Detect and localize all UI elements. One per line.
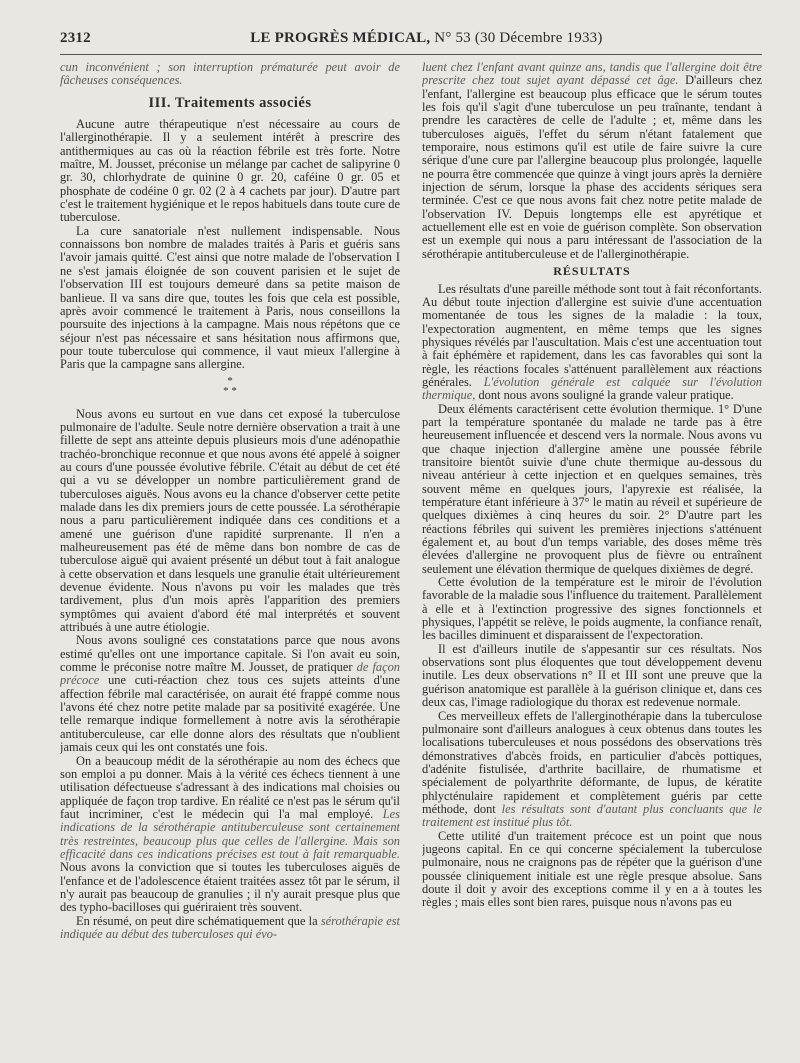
text-run: une cuti-réaction chez tous ces sujets atteints d'une affection fébrile mal caractérisée, on aurait été frappé comme nous l'avons été chez notre petite malade par sa positivité exagérée. Une telle remarque indique formellement à notre avis la sérothérapie antituberculeuse, car elle donne alors des résultats que n'oublient jamais ceux qui les ont constatés une fois. [60, 673, 400, 755]
paragraph [60, 755, 400, 915]
text-run: dont nous avons souligné la grande valeur pratique. [475, 388, 734, 403]
paragraph [422, 283, 762, 403]
paragraph: cun inconvénient ; son interruption prématurée peut avoir de fâcheuses conséquences. [60, 61, 400, 88]
italic-run: de façon précoce [60, 660, 400, 688]
text-run: Nous avons la conviction que si toutes les tuberculoses aiguës de l'enfance et de l'adolescence étaient traitées assez tôt par le sérum, il n'y aurait pas beaucoup de granulies ; il n'y aurait presque plus que des typho-bacilloses qui guériraient très souvent. [60, 860, 400, 915]
paragraph: Aucune autre thérapeutique n'est nécessaire au cours de l'allerginothérapie. Il y a seulement intérêt à prescrire des antithermiques au cas où la réaction fébrile est très forte. Notre maître, M. Jousset, préconise un mélange par cachet de salipyrine 0 gr. 30, chlorhydrate de quinine 0 gr. 20, caféine 0 gr. 05 et phosphate de codéine 0 gr. 02 (2 à 4 cachets par jour). D'autre part c'est le traitement hygiénique et le repos habituels dans toute cure de tuberculose. [60, 117, 400, 225]
header-rule [60, 54, 762, 55]
section-separator-asterisks: * * * [223, 374, 237, 397]
right-column [422, 61, 762, 1057]
paragraph [60, 915, 400, 942]
page-number: 2312 [60, 30, 91, 46]
paragraph: Il est d'ailleurs inutile de s'appesantir sur ces résultats. Nos observations sont plus éloquentes que tout développement devenu inutile. Les deux observations n° II et III sont une preuve que la guérison anatomique est parallèle à la guérison clinique et, dans ces deux cas, l'image radiologique du thorax est redevenue normale. [422, 641, 762, 710]
text-run: En résumé, on peut dire schématiquement que la [76, 913, 321, 928]
issue-info: N° 53 (30 Décembre 1933) [434, 30, 603, 46]
italic-run: Les indications de la sérothérapie antituberculeuse sont certainement très restreintes, beaucoup plus que celles de l'allergine. Mais son efficacité dans ces indications précises est tout à fait remarquable. [60, 806, 400, 861]
text-run: Nous avons souligné ces constatations parce que nous avons estimé qu'elles ont une importance capitale. Si l'on avait eu soin, comme le préconise notre maître M. Jousset, de pratiquer [60, 633, 400, 675]
italic-run: L'évolution générale est calquée sur l'évolution thermique, [422, 374, 762, 403]
results-heading: RÉSULTATS [553, 264, 631, 279]
left-column [60, 61, 400, 1057]
italic-run: sérothérapie est indiquée au début des tuberculoses qui évo- [60, 913, 400, 941]
italic-run: les résultats sont d'autant plus concluants que le traitement est institué plus tôt. [422, 801, 762, 830]
journal-name: LE PROGRÈS MÉDICAL [250, 30, 427, 46]
paragraph: Nous avons eu surtout en vue dans cet exposé la tuberculose pulmonaire de l'adulte. Seule notre dernière observation a trait à une fillette de sept ans atteinte depuis plusieurs mois d'une adénopathie trachéo-bronchique reconnue et que nous avons été appelé à soigner au cours d'une poussée évolutive fébrile. C'était au début de cet été qui a vu se développer un nombre particulièrement grand de tuberculoses aiguës. Nous avons eu la chance d'observer cette petite malade dans les dix premiers jours de cette poussée. La sérothérapie nous a paru particulièrement indiquée dans ces conditions et a amené une guérison d'une rapidité surprenante. Il n'en a malheureusement pas été de même dans bon nombre de cas de tuberculose aiguë qui avaient présenté un début tout à fait analogue à cette observation et dans lesquels une granulie était ultérieurement devenue évidente. Nous n'avons pu voir les malades que très tardivement, plus d'un mois après l'apparition des premiers symptômes qui avaient d'abord été mal interprétés et souvent attribués à une autre étiologie. [60, 406, 400, 635]
paragraph [422, 61, 762, 261]
text-columns [60, 61, 762, 1057]
text-run: Ces merveilleux effets de l'allerginothérapie dans la tuberculose pulmonaire sont d'ailleurs analogues à ceux obtenus dans toutes les localisations tuberculeuses et nous possédons des observations très démonstratives d'abcès froids, en particulier d'abcès pottiques, d'adénite fistulisée, d'arthrite bacillaire, de rhumatisme et spécialement de polyarthrite déformante, de lupus, de kératite phlycténulaire rapidement et complètement guéris par cette méthode, dont [422, 708, 762, 816]
paragraph: Cette utilité d'un traitement précoce est un point que nous jugeons capital. En ce qui concerne spécialement la tuberculose pulmonaire, nous ne craignons pas de répéter que la guérison d'une poussée cliniquement initiale est une règle presque absolue. Sans doute il doit y avoir des exceptions comme il y en a à toutes les règles ; mais elles sont bien rares, puisque nous n'avons pas eu [422, 828, 762, 910]
text-run: Les résultats d'une pareille méthode sont tout à fait réconfortants. Au début toute injection d'allergine est suivie d'une accentuation momentanée de tous les signes de la maladie : la toux, l'expectoration augmentent, en même temps que les signes physiques révélés par l'auscultation. Mais c'est une accentuation tout à fait éphémère et rapidement, dans les cas favorables qui sont la règle, les réactions focales s'atténuent parallèlement aux réactions générales. [422, 281, 762, 389]
paragraph: La cure sanatoriale n'est nullement indispensable. Nous connaissons bon nombre de malades traités à Paris et guéris sans l'avoir jamais quitté. C'est ainsi que notre malade de l'observation I ne s'est jamais éloignée de son couvent parisien et le sujet de l'observation III est toujours demeuré dans sa petite maison de banlieue. Il va sans dire que, toutes les fois que cela est possible, après avoir commencé le traitement à Paris, nous conseillons la poursuite des injections à la campagne. Mais nous répétons que ce séjour n'est pas nécessaire et sans hésitation nous affirmons que, pour toute tuberculose qui commence, il vaut mieux l'allergine à Paris que la campagne sans allergine. [60, 223, 400, 372]
paragraph [422, 710, 762, 830]
text-run: On a beaucoup médit de la sérothérapie au nom des échecs que son emploi a pu donner. Mais à la vérité ces échecs tiennent à une utilisation défectueuse s'adressant à des indications mal choisies ou appliquée de façon trop tardive. En réalité ce n'est pas le sérum qu'il faut incriminer, c'est le médecin qui l'a mal employé. [60, 753, 400, 821]
italic-run: luent chez l'enfant avant quinze ans, tandis que l'allergine doit être prescrite chez tout sujet ayant dépassé cet âge. [422, 61, 762, 88]
running-title: LE PROGRÈS MÉDICAL, N° 53 (30 Décembre 1933) [250, 30, 603, 46]
paragraph [60, 634, 400, 754]
page-header [60, 30, 762, 52]
paragraph: Deux éléments caractérisent cette évolution thermique. 1° D'une part la température spontanée du malade ne tarde pas à être heureusement influencée et descend vers la normale. Nous avons vu que chaque injection d'allergine amène une poussée fébrile transitoire bientôt suivie d'une chute thermique au-dessous du niveau antérieur à cette injection et en quelques semaines, très souvent même en quelques jours, l'apyrexie est réalisée, la température étant inférieure à 37° le matin au réveil et supérieure de quelques dixièmes à cinq heures du soir. 2° D'autre part les réactions fébriles qui suivent les premières injections s'atténuent également et, au bout d'un temps variable, des doses même très élevées d'allergine ne provoquent plus de fièvre ou entraînent seulement une élévation thermique de quelques dixièmes de degré. [422, 401, 762, 576]
paragraph: Cette évolution de la température est le miroir de l'évolution favorable de la maladie sous l'influence du traitement. Parallèlement à elle et à l'extinction progressive des signes fonctionnels et physiques, l'appétit se relève, le poids augmente, la confiance renaît, les bacilles diminuent et disparaissent de l'expectoration. [422, 575, 762, 643]
text-run: D'ailleurs chez l'enfant, l'allergine est beaucoup plus efficace que le sérum toutes les fois qu'il s'agit d'une tuberculose un peu traînante, tendant à prendre les caractères de celle de l'adulte ; et, même dans les tuberculoses aiguës, l'effet du sérum n'étant fatalement que temporaire, nous estimons qu'il est utile de faire suivre la cure sérique d'une cure par l'allergine beaucoup plus prolongée, laquelle ne pourra être commencée que quinze à vingt jours après la dernière injection de sérum, lorsque la phase des accidents sériques sera terminée. C'est ce que nous avons fait chez notre petite malade de l'observation IV. Depuis longtemps elle est apyrétique et actuellement elle est en voie de guérison complète. Son observation est un exemple qui nous a paru intéressant de l'association de la sérothérapie antituberculeuse et de l'allerginothérapie. [422, 73, 762, 261]
section-title: III. Traitements associés [148, 94, 312, 111]
